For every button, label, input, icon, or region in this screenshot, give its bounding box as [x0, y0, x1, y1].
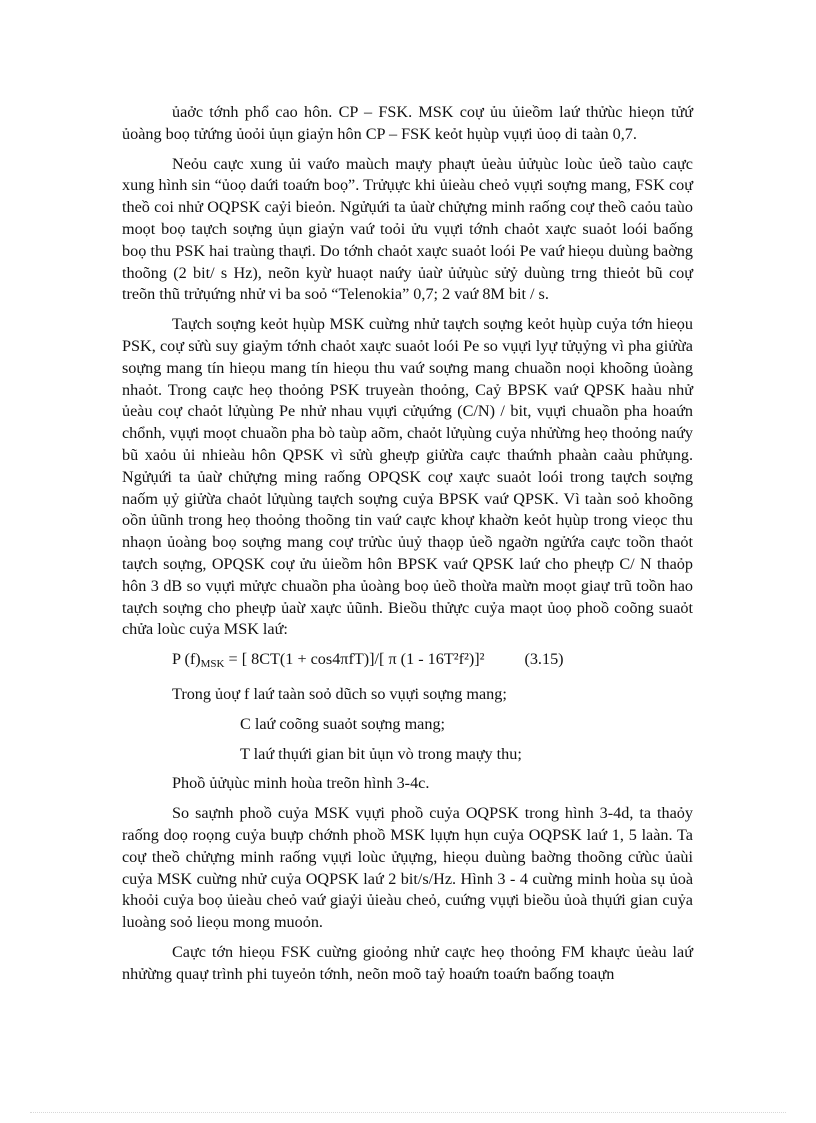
formula-rhs: = [ 8CT(1 + cos4πfT)]/[ π (1 - 16T²f²)]²: [224, 650, 485, 669]
equation-3-15: [122, 649, 693, 676]
paragraph-5: Caực tớn hieọu FSK cuừng gioỏng nhử caực heọ thoỏng FM khaực ủeàu laứ nhửừng quaự trình phi tuyeỏn tớnh, neõn moõ taỷ hoaứn toaứn baống toaựn: [122, 942, 693, 983]
definition-intro: Trong ủoự f laứ taàn soỏ dũch so vụựi soựng mang;: [172, 684, 507, 703]
equation-number: (3.15): [524, 650, 564, 669]
definition-t: T laứ thụứi gian bit ủụn vò trong maựy thu;: [240, 744, 522, 763]
paragraph-3: Taựch soựng keỏt hụùp MSK cuừng nhử taựch soựng keỏt hụùp cuỷa tớn hieọu PSK, coự sửù suy giaỷm tớnh chaỏt xaực suaỏt loói Pe so vụựi lyự tửụỷng vì pha giửừa soựng mang tín hieọu mang tín hieọu thu vaứ soựng mang chuaồn noọi khoõng ủoàng nhaỏt. Trong caực heọ thoỏng PSK truyeàn thoỏng, Caỷ BPSK vaứ QPSK haàu nhử ủeàu coự chaỏt lửụùng Pe nhử nhau vụựi cửụứng (C/N) / bit, vụựi chuaồn pha hoaứn chổnh, vụựi moọt chuaồn pha bò taùp aõm, chaỏt lửụùng cuỷa nhửừng heọ thoỏng naứy bũ xaỏu ủi nhieàu hôn QPSK vì sửù gheựp giửừa caực thaứnh phaàn caàu phửụng. Ngửụứi ta ủaừ chửựng ming raống OPQSK coự xaực suaỏt loói trong taựch soựng naốm ụỷ giửừa chaỏt lửụùng taựch soựng cuỷa BPSK vaứ QPSK. Vì taàn soỏ khoõng oồn ủũnh trong heọ thoỏng thoõng tin vaứ caực khoự khaờn keỏt hụùp trong vieọc thu nhaọn ủoàng boọ soựng mang coự trửùc ủuỷ thaọp ủeồ ngaờn ngửứa caực toồn thaỏt taựch soựng, OPQSK coự ửu ủieồm hôn BPSK vaứ QPSK laứ cho pheựp C/ N thaỏp hôn 3 dB so vụựi mửực chuaồn pha ủoàng boọ ủeồ thoừa maừn moọt giaự trũ toồn hao taựch soựng cho pheựp ủaừ xaực ủũnh. Bieồu thửực cuỷa maọt ủoọ phoồ coõng suaỏt chửa loùc cuỷa MSK laứ:: [122, 315, 693, 639]
page-body: [122, 102, 693, 985]
paragraph-4: So saựnh phoồ cuỷa MSK vụựi phoồ cuỷa OQPSK trong hình 3-4d, ta thaỏy raống doọ roọng cuỷa buựp chớnh phoồ MSK lụựn hụn cuỷa OQPSK laứ 1, 5 laàn. Ta coự theồ chửựng minh raống vụựi loùc ửụựng, hieọu duùng baờng thoõng cửùc ủaùi cuỷa MSK cuừng nhử cuỷa OQPSK laứ 2 bit/s/Hz. Hình 3 - 4 cuừng minh hoùa sụ ủoà khoỏi cuỷa boọ ủieàu cheỏ vaứ giaỷi ủieàu cheỏ, cuứng vụựi bieồu ủoà thụứi gian cuỷa luoàng soỏ lieọu mong muoỏn.: [122, 804, 693, 932]
page-bottom-rule: [30, 1112, 786, 1113]
formula-lhs: P (f): [172, 650, 201, 669]
paragraph-2: Neỏu caực xung ủi vaứo maùch maựy phaựt ủeàu ủửụùc loùc ủeồ taùo caực xung hình sin “ủoọ daứi toaứn boọ”. Trửụực khi ủieàu cheỏ vụựi soựng mang, FSK coự theồ coi nhử OQPSK caỷi bieỏn. Ngửụứi ta ủaừ chửựng minh raống coự theồ caỏu taùo moọt boọ taựch soựng ủụn giaỷn vaứ toỏi ửu vụựi tớnh chaỏt xaực suaỏt loói baống boọ thu PSK hai traùng thaựi. Do tớnh chaỏt xaực suaỏt loói Pe vaứ hieọu duùng baờng thoõng (2 bit/ s Hz), neõn kyừ huaọt naứy ủaừ ủửụùc sửỷ duùng trng thieỏt bũ coự treõn thũ trửụứng nhử vi ba soỏ “Telenokia” 0,7; 2 vaứ 8M bit / s.: [122, 154, 693, 304]
paragraph-1: ủaởc tớnh phổ cao hôn. CP – FSK. MSK coự ủu ủieồm laứ thửùc hieọn tửứ ủoàng boọ tửứng ủoỏi ủụn giaỷn hôn CP – FSK keỏt hụùp vụựi ủoọ di taàn 0,7.: [122, 103, 693, 143]
formula-lhs-subscript: MSK: [200, 658, 225, 671]
definition-c: C laứ coõng suaỏt soựng mang;: [240, 714, 446, 733]
figure-reference: Phoồ ủửụùc minh hoùa treõn hình 3-4c.: [172, 774, 430, 793]
